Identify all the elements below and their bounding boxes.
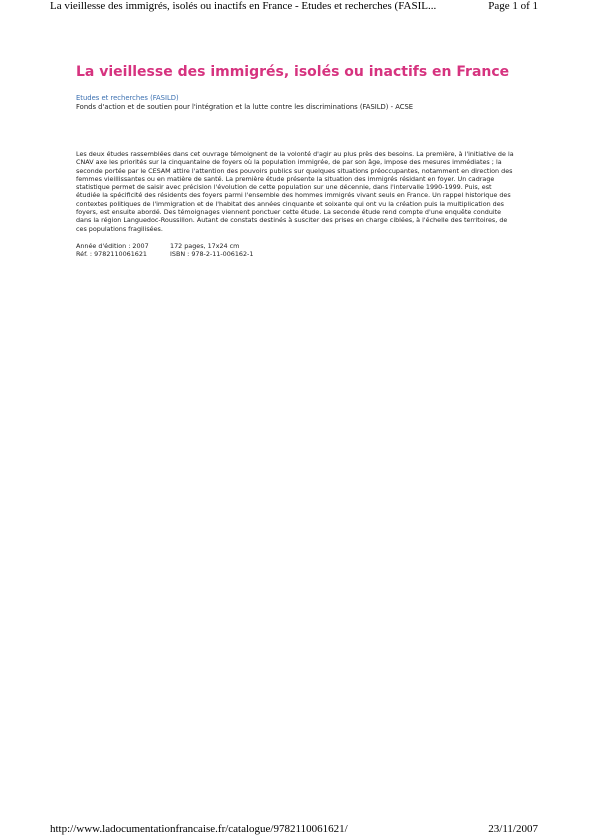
details-row-edition bbox=[76, 242, 516, 250]
publisher-text: Fonds d'action et de soutien pour l'intégration et la lutte contre les discriminations (FASILD) - ACSE bbox=[76, 103, 414, 111]
publication-details bbox=[76, 242, 516, 259]
print-footer-url: http://www.ladocumentationfrancaise.fr/catalogue/9782110061621/ bbox=[50, 823, 348, 835]
isbn-number: ISBN : 978-2-11-006162-1 bbox=[170, 250, 254, 259]
print-header-page: Page 1 of 1 bbox=[488, 0, 538, 12]
collection-link[interactable]: Etudes et recherches (FASILD) bbox=[76, 94, 179, 102]
print-footer-date: 23/11/2007 bbox=[488, 823, 538, 835]
pages-format: 172 pages, 17x24 cm bbox=[170, 241, 240, 250]
print-footer bbox=[50, 823, 538, 835]
description-text: Les deux études rassemblées dans cet ouvrage témoignent de la volonté d'agir au plus près des besoins. La première, à l'initiative de la CNAV axe les priorités sur la cinquantaine de foyers où la population immigrée, de par son âge, impose des mesures immédiates ; la seconde portée par le CESAM attire l'attention des pouvoirs publics sur quelques situations préoccupantes, notamment en direction des femmes vieillissantes ou en matière de santé. La première étude présente la situation des immigrés résidant en foyer. Un cadrage statistique permet de saisir avec précision l'évolution de cette population sur une décennie, dans l'intervalle 1990-1999. Puis, est étudiée la spécificité des résidents des foyers parmi l'ensemble des hommes immigrés vivant seuls en France. Un rappel historique des contextes politiques de l'immigration et de l'habitat des années cinquante et soixante qui ont vu la création puis la multiplication des foyers, est ensuite abordé. Des témoignages viennent ponctuer cette étude. La seconde étude rend compte d'une enquête conduite dans la région Languedoc-Roussillon. Autant de constats destinés à susciter des prises en charge ciblées, à l'échelle des territoires, de ces populations fragilisées. bbox=[76, 150, 514, 233]
reference-number: Réf. : 9782110061621 bbox=[76, 250, 147, 259]
edition-year: Année d'édition : 2007 bbox=[76, 241, 149, 250]
print-header-title: La vieillesse des immigrés, isolés ou inactifs en France - Etudes et recherches (FASIL... bbox=[50, 0, 437, 12]
print-header bbox=[50, 0, 538, 12]
document-content bbox=[76, 63, 516, 259]
details-row-ref bbox=[76, 250, 516, 258]
publication-meta bbox=[76, 94, 516, 112]
page-title: La vieillesse des immigrés, isolés ou inactifs en France bbox=[76, 64, 510, 80]
